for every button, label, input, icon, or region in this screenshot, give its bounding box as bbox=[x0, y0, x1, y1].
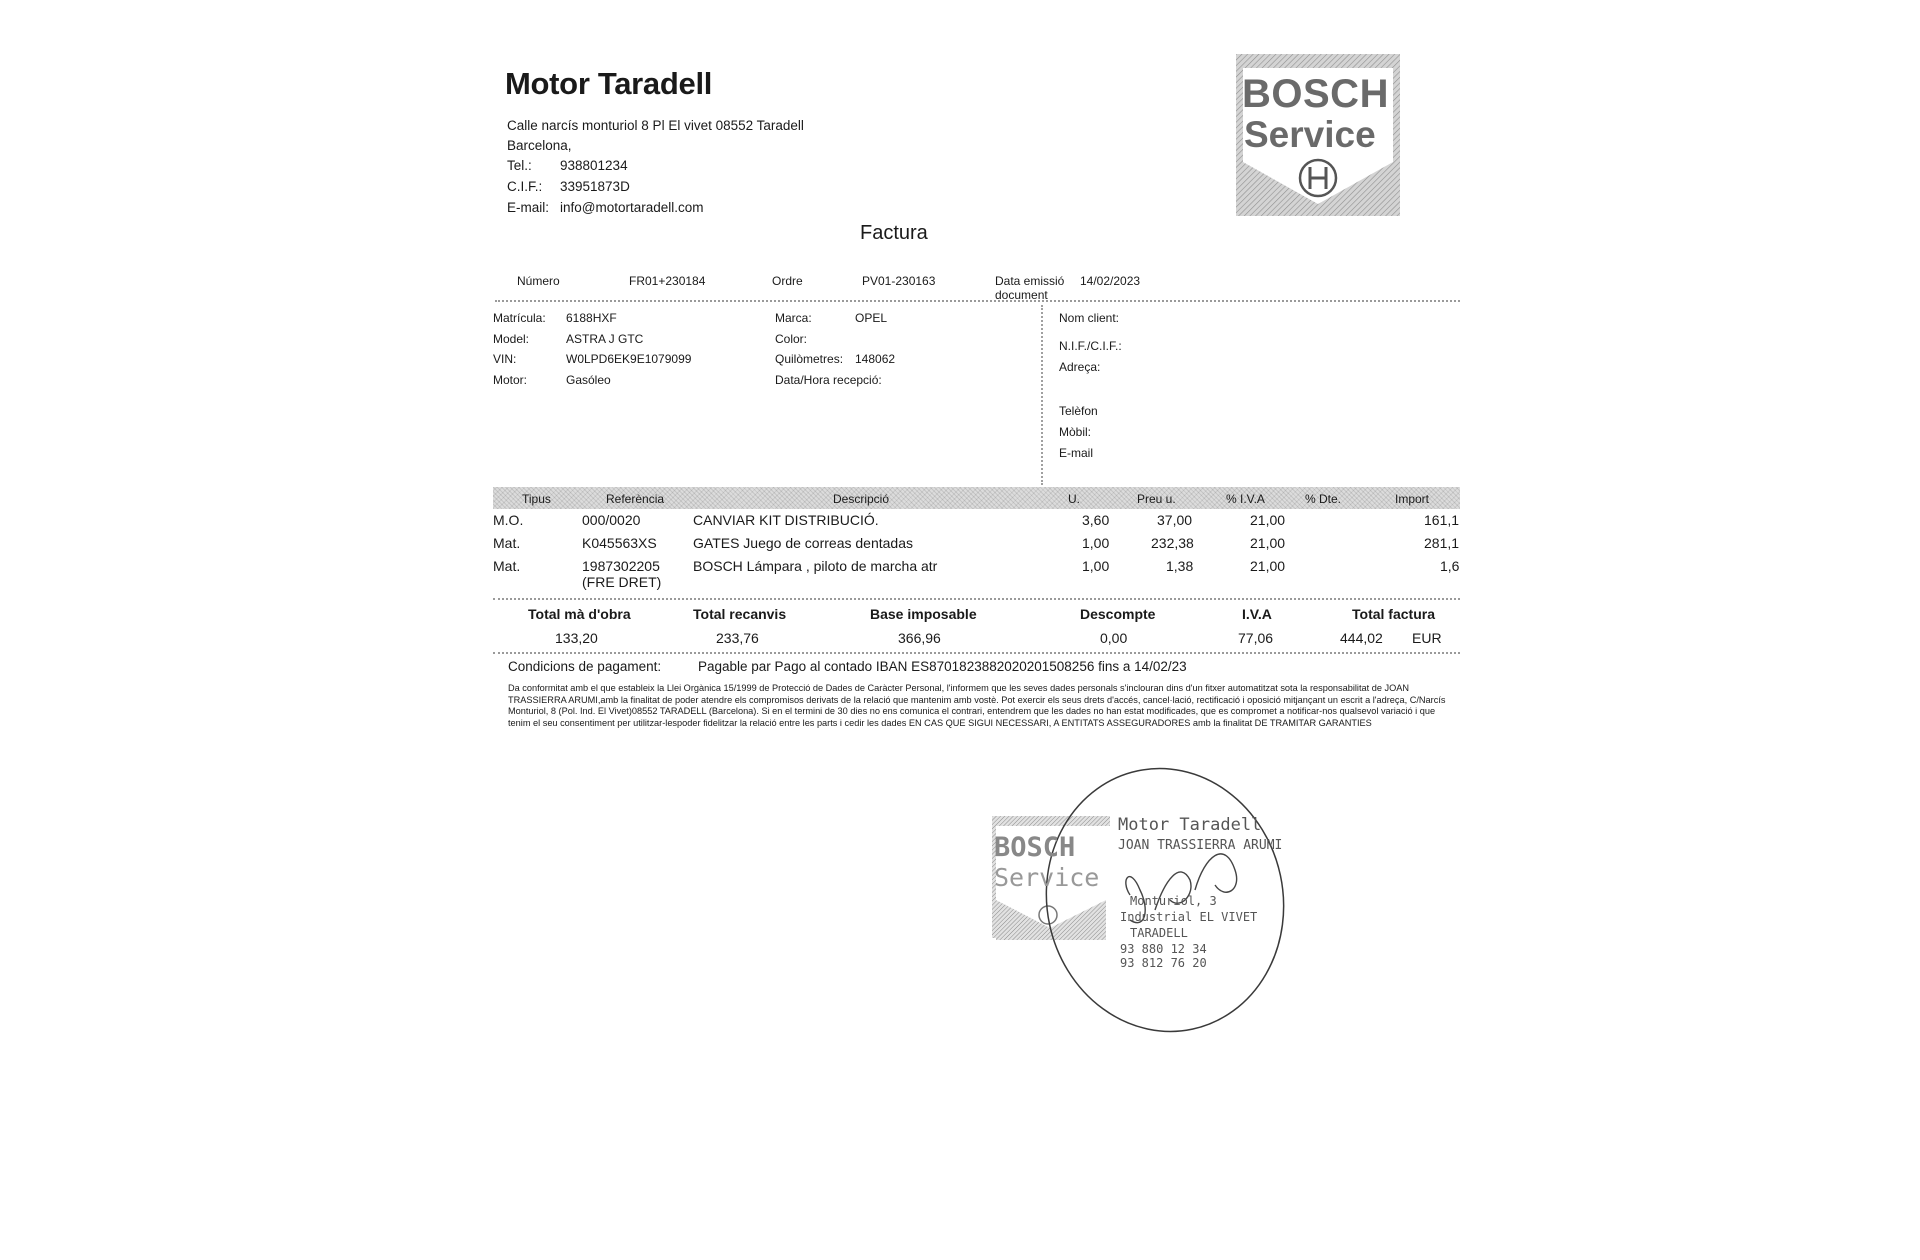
company-address-line1: Calle narcís monturiol 8 Pl El vivet 08552 Taradell bbox=[507, 118, 804, 133]
quilometres-label: Quilòmetres: bbox=[775, 352, 844, 366]
data-document-label: document bbox=[995, 288, 1048, 302]
iva-total-label: I.V.A bbox=[1242, 606, 1272, 622]
currency-label: EUR bbox=[1412, 630, 1442, 646]
payment-text: Pagable par Pago al contado IBAN ES8701823882020201508256 fins a 14/02/23 bbox=[698, 659, 1187, 674]
stamp-address-3: TARADELL bbox=[1130, 926, 1188, 940]
marca-value: OPEL bbox=[855, 311, 888, 325]
row3-referencia: 1987302205 bbox=[582, 558, 660, 574]
company-cif-value: 33951873D bbox=[560, 179, 630, 194]
th-referencia: Referència bbox=[606, 492, 665, 506]
row2-import: 281,1 bbox=[1424, 535, 1460, 551]
ordre-label: Ordre bbox=[772, 274, 803, 288]
payment-label: Condicions de pagament: bbox=[508, 659, 662, 674]
vin-value: W0LPD6EK9E1079099 bbox=[566, 352, 692, 366]
header-divider bbox=[495, 300, 1460, 302]
motor-label: Motor: bbox=[493, 373, 528, 387]
bosch-service-logo bbox=[1236, 54, 1400, 216]
client-divider bbox=[1041, 305, 1043, 485]
row2-referencia: K045563XS bbox=[582, 535, 657, 551]
company-stamp bbox=[980, 760, 1340, 1050]
data-emissio-value: 14/02/2023 bbox=[1080, 274, 1141, 288]
row1-import: 161,1 bbox=[1424, 512, 1460, 528]
marca-label: Marca: bbox=[775, 311, 812, 325]
telefon-label: Telèfon bbox=[1059, 404, 1098, 418]
row2-preu: 232,38 bbox=[1151, 535, 1194, 551]
model-value: ASTRA J GTC bbox=[566, 332, 644, 346]
matricula-value: 6188HXF bbox=[566, 311, 617, 325]
recepcio-label: Data/Hora recepció: bbox=[775, 373, 882, 387]
company-tel-value: 938801234 bbox=[560, 158, 628, 173]
stamp-address-1: Monturiol, 3 bbox=[1130, 894, 1217, 908]
stamp-bosch-text: BOSCH bbox=[994, 832, 1076, 863]
numero-label: Número bbox=[517, 274, 560, 288]
descompte-value: 0,00 bbox=[1100, 630, 1128, 646]
row1-referencia: 000/0020 bbox=[582, 512, 641, 528]
row3-units: 1,00 bbox=[1082, 558, 1110, 574]
th-dte: % Dte. bbox=[1305, 492, 1342, 506]
numero-value: FR01+230184 bbox=[629, 274, 706, 288]
row3-import: 1,6 bbox=[1440, 558, 1460, 574]
base-imposable-label: Base imposable bbox=[870, 606, 977, 622]
th-preu: Preu u. bbox=[1137, 492, 1176, 506]
stamp-service-text: Service bbox=[994, 863, 1100, 892]
nif-label: N.I.F./C.I.F.: bbox=[1059, 339, 1122, 353]
logo-service-text: Service bbox=[1244, 114, 1376, 155]
th-descripcio: Descripció bbox=[833, 492, 890, 506]
company-cif-label: C.I.F.: bbox=[507, 179, 543, 194]
row2-tipus: Mat. bbox=[493, 535, 521, 551]
row1-units: 3,60 bbox=[1082, 512, 1110, 528]
total-factura-label: Total factura bbox=[1352, 606, 1435, 622]
row2-units: 1,00 bbox=[1082, 535, 1110, 551]
row1-preu: 37,00 bbox=[1157, 512, 1193, 528]
stamp-address-2: Industrial EL VIVET bbox=[1120, 910, 1258, 924]
lines-divider bbox=[493, 598, 1460, 600]
iva-total-value: 77,06 bbox=[1238, 630, 1274, 646]
total-ma-obra-label: Total mà d'obra bbox=[528, 606, 631, 622]
th-import: Import bbox=[1395, 492, 1430, 506]
color-label: Color: bbox=[775, 332, 808, 346]
adreca-label: Adreça: bbox=[1059, 360, 1101, 374]
vin-label: VIN: bbox=[493, 352, 517, 366]
motor-value: Gasóleo bbox=[566, 373, 611, 387]
stamp-phone-2: 93 812 76 20 bbox=[1120, 956, 1207, 970]
totals-divider bbox=[493, 652, 1460, 654]
stamp-company-name: Motor Taradell bbox=[1118, 815, 1262, 835]
row3-referencia-note: (FRE DRET) bbox=[582, 574, 662, 590]
row2-descripcio: GATES Juego de correas dentadas bbox=[693, 535, 913, 551]
row1-iva: 21,00 bbox=[1250, 512, 1286, 528]
row2-iva: 21,00 bbox=[1250, 535, 1286, 551]
row3-preu: 1,38 bbox=[1166, 558, 1194, 574]
stamp-phone-1: 93 880 12 34 bbox=[1120, 942, 1207, 956]
row3-iva: 21,00 bbox=[1250, 558, 1286, 574]
model-label: Model: bbox=[493, 332, 530, 346]
nom-client-label: Nom client: bbox=[1059, 311, 1120, 325]
document-title: Factura bbox=[860, 222, 928, 244]
data-emissio-label: Data emissió bbox=[995, 274, 1065, 288]
company-email-value: info@motortaradell.com bbox=[560, 200, 704, 215]
row3-tipus: Mat. bbox=[493, 558, 521, 574]
total-factura-value: 444,02 bbox=[1340, 630, 1383, 646]
base-imposable-value: 366,96 bbox=[898, 630, 941, 646]
quilometres-value: 148062 bbox=[855, 352, 896, 366]
legal-notice: Da conformitat amb el que estableix la Llei Orgànica 15/1999 de Protecció de Dades de Caràcter Personal, l'informem que les seves dades personals s'inclouran dins d'un fitxer automatitzat sota la responsabilitat de JOAN TRASSIERRA ARUMI,amb la finalitat de poder atendre els compromisos derivats de la relació que mantenim amb vostè. Pot exercir els seus drets d'accés, cancel·lació, rectificació i oposició mitjançant un escrit a l'adreça, C/Narcís Monturiol, 8 (Pol. Ind. El Vivet)08552 TARADELL (Barcelona). Si en el termini de 30 dies no ens comunica el contrari, entendrem que les dades no han estat modificades, que es compromet a notificar-nos qualsevol variació i que tenim el seu consentiment per utilitzar-lespoder fidelitzar la relació entre les parts i cedir les dades EN CAS QUE SIGUI NECESSARI, A ENTITATS ASSEGURADORES amb la finalitat DE TRAMITAR GARANTIES bbox=[508, 683, 1446, 728]
mobil-label: Mòbil: bbox=[1059, 425, 1092, 439]
stamp-owner: JOAN TRASSIERRA ARUMI bbox=[1118, 838, 1283, 853]
th-iva: % I.V.A bbox=[1226, 492, 1265, 506]
company-name: Motor Taradell bbox=[505, 66, 713, 101]
row1-descripcio: CANVIAR KIT DISTRIBUCIÓ. bbox=[693, 512, 879, 528]
total-recanvis-value: 233,76 bbox=[716, 630, 759, 646]
descompte-label: Descompte bbox=[1080, 606, 1156, 622]
company-email-label: E-mail: bbox=[507, 200, 550, 215]
company-address-line2: Barcelona, bbox=[507, 138, 572, 153]
row3-descripcio: BOSCH Lámpara , piloto de marcha atr bbox=[693, 558, 938, 574]
logo-bosch-text: BOSCH bbox=[1242, 72, 1389, 116]
company-tel-label: Tel.: bbox=[507, 158, 532, 173]
ordre-value: PV01-230163 bbox=[862, 274, 936, 288]
total-ma-obra-value: 133,20 bbox=[555, 630, 598, 646]
th-tipus: Tipus bbox=[522, 492, 551, 506]
matricula-label: Matrícula: bbox=[493, 311, 546, 325]
client-email-label: E-mail bbox=[1059, 446, 1094, 460]
th-units: U. bbox=[1068, 492, 1080, 506]
total-recanvis-label: Total recanvis bbox=[693, 606, 787, 622]
row1-tipus: M.O. bbox=[493, 512, 524, 528]
